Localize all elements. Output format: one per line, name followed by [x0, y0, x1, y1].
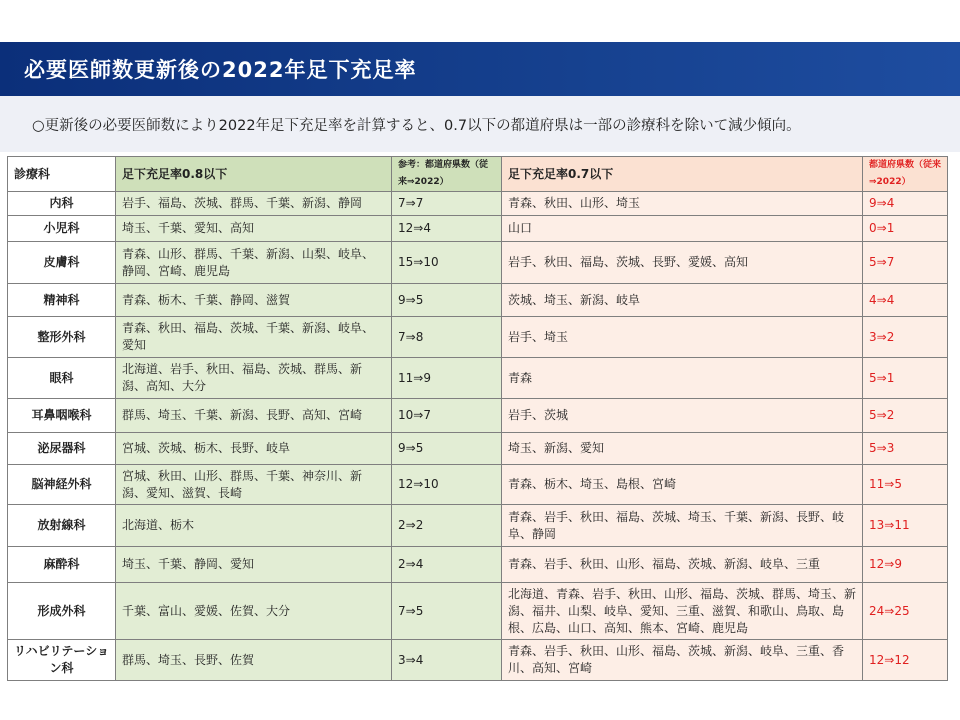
- pref-08-cell: 埼玉、千葉、静岡、愛知: [116, 547, 392, 583]
- table-row: [8, 465, 948, 505]
- pref-08-cell: 埼玉、千葉、愛知、高知: [116, 216, 392, 242]
- pref-07-cell: 青森、岩手、秋田、福島、茨城、埼玉、千葉、新潟、長野、岐阜、静岡: [502, 505, 863, 547]
- page-subtitle: ○更新後の必要医師数により2022年足下充足率を計算すると、0.7以下の都道府県は一部の診療科を除いて減少傾向。: [32, 118, 801, 134]
- dept-cell: 整形外科: [8, 317, 116, 358]
- count-08-cell: 7⇒5: [392, 583, 502, 640]
- count-07-cell: 5⇒1: [863, 358, 948, 399]
- header-ratio-07: 足下充足率0.7以下: [502, 157, 863, 192]
- count-07-cell: 3⇒2: [863, 317, 948, 358]
- count-08-cell: 9⇒5: [392, 284, 502, 317]
- dept-cell: リハビリテーション科: [8, 640, 116, 681]
- count-07-cell: 0⇒1: [863, 216, 948, 242]
- table-row: [8, 399, 948, 433]
- count-08-cell: 11⇒9: [392, 358, 502, 399]
- count-07-cell: 24⇒25: [863, 583, 948, 640]
- table-row: [8, 505, 948, 547]
- table-row: [8, 433, 948, 465]
- count-08-cell: 9⇒5: [392, 433, 502, 465]
- table-row: [8, 547, 948, 583]
- pref-07-cell: 青森、岩手、秋田、山形、福島、茨城、新潟、岐阜、三重: [502, 547, 863, 583]
- count-07-cell: 9⇒4: [863, 192, 948, 216]
- sufficiency-table: [7, 156, 948, 681]
- count-08-cell: 7⇒7: [392, 192, 502, 216]
- dept-cell: 泌尿器科: [8, 433, 116, 465]
- count-07-cell: 12⇒12: [863, 640, 948, 681]
- count-08-cell: 2⇒2: [392, 505, 502, 547]
- pref-08-cell: 宮城、秋田、山形、群馬、千葉、神奈川、新潟、愛知、滋賀、長崎: [116, 465, 392, 505]
- pref-08-cell: 宮城、茨城、栃木、長野、岐阜: [116, 433, 392, 465]
- dept-cell: 眼科: [8, 358, 116, 399]
- subtitle-band: [0, 96, 960, 152]
- pref-08-cell: 群馬、埼玉、長野、佐賀: [116, 640, 392, 681]
- pref-07-cell: 青森、栃木、埼玉、島根、宮崎: [502, 465, 863, 505]
- pref-07-cell: 青森、秋田、山形、埼玉: [502, 192, 863, 216]
- count-07-cell: 5⇒3: [863, 433, 948, 465]
- title-bar: [0, 42, 960, 96]
- dept-cell: 耳鼻咽喉科: [8, 399, 116, 433]
- table-row: [8, 583, 948, 640]
- header-count-08: 参考：都道府県数（従来⇒2022）: [392, 157, 502, 192]
- pref-08-cell: 青森、秋田、福島、茨城、千葉、新潟、岐阜、愛知: [116, 317, 392, 358]
- dept-cell: 内科: [8, 192, 116, 216]
- count-08-cell: 12⇒4: [392, 216, 502, 242]
- pref-08-cell: 北海道、栃木: [116, 505, 392, 547]
- table-row: [8, 317, 948, 358]
- table-row: [8, 358, 948, 399]
- dept-cell: 小児科: [8, 216, 116, 242]
- table-header-row: [8, 157, 948, 192]
- pref-07-cell: 青森、岩手、秋田、山形、福島、茨城、新潟、岐阜、三重、香川、高知、宮崎: [502, 640, 863, 681]
- dept-cell: 精神科: [8, 284, 116, 317]
- table-row: [8, 216, 948, 242]
- table-row: [8, 284, 948, 317]
- dept-cell: 放射線科: [8, 505, 116, 547]
- pref-08-cell: 千葉、富山、愛媛、佐賀、大分: [116, 583, 392, 640]
- pref-07-cell: 茨城、埼玉、新潟、岐阜: [502, 284, 863, 317]
- pref-08-cell: 青森、山形、群馬、千葉、新潟、山梨、岐阜、静岡、宮崎、鹿児島: [116, 242, 392, 284]
- count-07-cell: 5⇒7: [863, 242, 948, 284]
- count-07-cell: 4⇒4: [863, 284, 948, 317]
- count-08-cell: 2⇒4: [392, 547, 502, 583]
- dept-cell: 皮膚科: [8, 242, 116, 284]
- table-row: [8, 640, 948, 681]
- header-dept: 診療科: [8, 157, 116, 192]
- dept-cell: 脳神経外科: [8, 465, 116, 505]
- count-08-cell: 3⇒4: [392, 640, 502, 681]
- pref-07-cell: 埼玉、新潟、愛知: [502, 433, 863, 465]
- count-08-cell: 10⇒7: [392, 399, 502, 433]
- pref-08-cell: 群馬、埼玉、千葉、新潟、長野、高知、宮崎: [116, 399, 392, 433]
- pref-08-cell: 青森、栃木、千葉、静岡、滋賀: [116, 284, 392, 317]
- count-07-cell: 11⇒5: [863, 465, 948, 505]
- page-title: 必要医師数更新後の2022年足下充足率: [24, 58, 417, 82]
- count-08-cell: 7⇒8: [392, 317, 502, 358]
- table-row: [8, 192, 948, 216]
- pref-08-cell: 北海道、岩手、秋田、福島、茨城、群馬、新潟、高知、大分: [116, 358, 392, 399]
- count-08-cell: 15⇒10: [392, 242, 502, 284]
- pref-07-cell: 青森: [502, 358, 863, 399]
- pref-07-cell: 北海道、青森、岩手、秋田、山形、福島、茨城、群馬、埼玉、新潟、福井、山梨、岐阜、愛知、三重、滋賀、和歌山、鳥取、島根、広島、山口、高知、熊本、宮崎、鹿児島: [502, 583, 863, 640]
- pref-07-cell: 岩手、埼玉: [502, 317, 863, 358]
- pref-07-cell: 山口: [502, 216, 863, 242]
- dept-cell: 麻酔科: [8, 547, 116, 583]
- pref-07-cell: 岩手、茨城: [502, 399, 863, 433]
- pref-07-cell: 岩手、秋田、福島、茨城、長野、愛媛、高知: [502, 242, 863, 284]
- header-ratio-08: 足下充足率0.8以下: [116, 157, 392, 192]
- count-07-cell: 12⇒9: [863, 547, 948, 583]
- count-07-cell: 5⇒2: [863, 399, 948, 433]
- header-count-07: 都道府県数（従来⇒2022）: [863, 157, 948, 192]
- count-08-cell: 12⇒10: [392, 465, 502, 505]
- dept-cell: 形成外科: [8, 583, 116, 640]
- table-row: [8, 242, 948, 284]
- count-07-cell: 13⇒11: [863, 505, 948, 547]
- pref-08-cell: 岩手、福島、茨城、群馬、千葉、新潟、静岡: [116, 192, 392, 216]
